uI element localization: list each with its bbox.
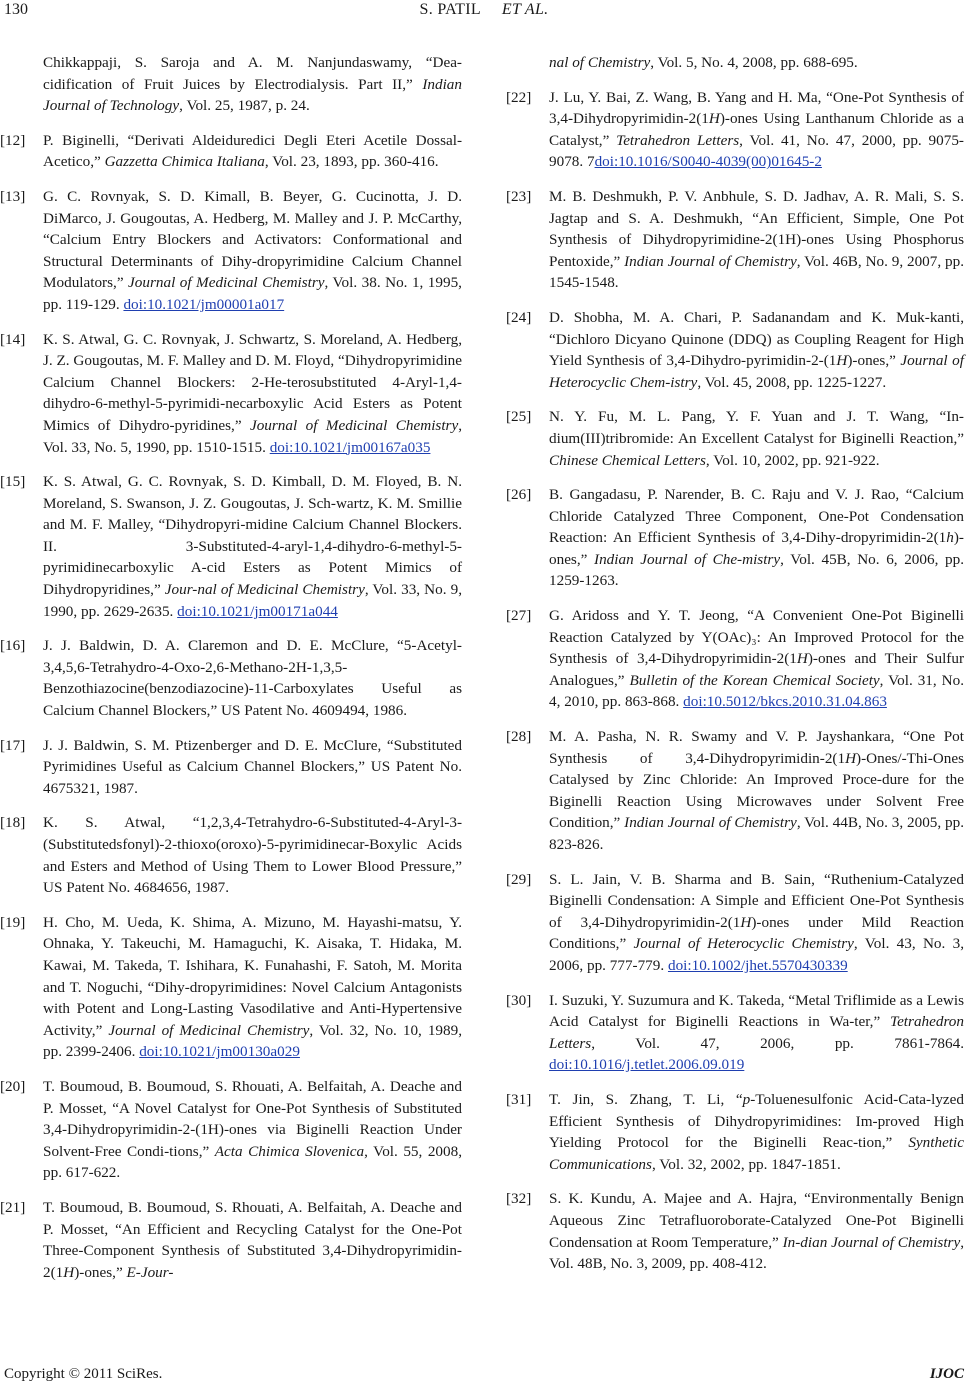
reference-text: )-ones,” <box>847 352 901 370</box>
reference-entry <box>0 1076 462 1184</box>
reference-number: [13] <box>0 187 26 205</box>
reference-text: Chikkappaji, S. Saroja and A. M. Nanjundaswamy, “Dea-cidification of Fruit Juices by Electrodialysis. Part II,” <box>43 54 462 93</box>
reference-entry <box>506 605 964 713</box>
doi-link[interactable]: doi:10.5012/bkcs.2010.31.04.863 <box>683 693 887 711</box>
reference-text: B. Gangadasu, P. Narender, B. C. Raju and V. J. Rao, “Calcium Chloride Catalyzed Three Component, One-Pot Condensation Reaction: An Efficient Synthesis of 3,4-Dihy-dropyrimidin-2(1 <box>549 486 964 547</box>
reference-italic-text: In-dian Journal of Chemistry <box>782 1233 961 1251</box>
footer-copyright: Copyright © 2011 SciRes. <box>4 1366 163 1382</box>
reference-entry <box>506 1089 964 1175</box>
reference-italic-text: nal of Chemistry <box>549 54 651 71</box>
reference-text: , Vol. 33, No. 5, 1990, pp. 1510-1515. <box>43 416 462 456</box>
reference-number: [20] <box>0 1077 26 1095</box>
footer-journal: IJOC <box>929 1366 964 1382</box>
reference-text: , Vol. 32, 2002, pp. 1847-1851. <box>651 1155 841 1173</box>
reference-number: [17] <box>0 736 26 754</box>
reference-number: [30] <box>506 991 532 1009</box>
references-left-column <box>0 52 462 1296</box>
reference-continuation <box>506 52 964 74</box>
reference-entry <box>506 1188 964 1274</box>
reference-text: , Vol. 47, 2006, pp. 7861-7864. <box>591 1034 964 1052</box>
reference-text: )-ones and Their Sulfur Analogues,” <box>549 650 964 689</box>
reference-text: -Toluenesulfonic Acid-Cata-lyzed Efficient Synthesis of Dihydropyrimidines: Im-proved High Yielding Protocol for the Biginelli Reac-tion,” <box>549 1090 964 1152</box>
doi-link[interactable]: doi:10.1002/jhet.5570430339 <box>667 956 848 974</box>
reference-italic-text: Synthetic Communications <box>549 1134 964 1173</box>
reference-entry <box>506 726 964 856</box>
reference-text: , Vol. 45B, No. 6, 2006, pp. 1259-1263. <box>549 550 964 590</box>
reference-text: )-Ones/-Thi-Ones Catalysed by Zinc Chloride: An Improved Proce-dure for the Biginelli Reaction Using Microwaves under Solvent Free Condition,” <box>549 749 964 832</box>
reference-entry <box>506 869 964 977</box>
reference-number: [21] <box>0 1198 26 1216</box>
reference-text: P. Biginelli, “Derivati Aldeiduredici Degli Eteri Acetile Dossal-Acetico,” <box>43 131 462 171</box>
reference-entry <box>506 484 964 592</box>
reference-italic-text: H <box>740 913 752 931</box>
reference-text: , Vol. 55, 2008, pp. 617-622. <box>43 1142 462 1182</box>
reference-text: J. Lu, Y. Bai, Z. Wang, B. Yang and H. Ma, “One-Pot Synthesis of 3,4-Dihydropyrimidin-2(1 <box>549 88 964 128</box>
reference-number: [19] <box>0 913 26 931</box>
reference-number: [22] <box>506 88 532 106</box>
reference-italic-text: Journal of Heterocyclic Chemistry <box>633 935 854 953</box>
reference-number: [15] <box>0 473 26 491</box>
reference-text: , Vol. 31, No. 4, 2010, pp. 863-868. <box>549 671 964 711</box>
reference-entry <box>0 471 462 622</box>
reference-italic-text: h <box>946 529 954 547</box>
reference-text: K. S. Atwal, G. C. Rovnyak, J. Schwartz, S. Moreland, A. Hedberg, J. Z. Gougoutas, M. F. Malley and D. M. Floyd, “Dihydropyrimidine Calcium Channel Blockers: 2-He-terosubstituted 4-Aryl-1,4-dihydro-6-methyl-5-pyrimidi-necarboxylic Acid Esters as Potent Mimics of Dihydro-pyridines,” <box>43 330 462 434</box>
reference-italic-text: Journal of Medicinal Chemistry <box>128 274 325 292</box>
reference-text: , Vol. 33, No. 9, 1990, pp. 2629-2635. <box>43 581 463 620</box>
reference-italic-text: p <box>742 1090 751 1108</box>
reference-text: T. Boumoud, B. Boumoud, S. Rhouati, A. Belfaitah, A. Deache and P. Mosset, “An Efficient and Recycling Catalyst for the One-Pot Three-Component Synthesis of Substituted 3,4-Dihydropyrimidin-2(1 <box>43 1198 462 1281</box>
reference-text: S. L. Jain, V. B. Sharma and B. Sain, “Ruthenium-Catalyzed Biginelli Condensation: A Simple and Efficient One-Pot Synthesis of 3,4-Dihydropyrimidin-2(1 <box>549 870 964 931</box>
reference-text: I. Suzuki, Y. Suzumura and K. Takeda, “Metal Triflimide as a Lewis Acid Catalyst for Biginelli Reactions in Wa-ter,” <box>549 991 964 1031</box>
reference-number: [12] <box>0 131 26 149</box>
reference-entry <box>0 912 462 1063</box>
reference-text: , Vol. 23, 1893, pp. 360-416. <box>264 153 439 171</box>
reference-italic-text: E-Jour- <box>126 1263 174 1281</box>
reference-text: J. J. Baldwin, S. M. Ptizenberger and D. E. McClure, “Substituted Pyrimidines Useful as Calcium Channel Blockers,” US Patent No. 4675321, 1987. <box>43 736 462 797</box>
references-right-column <box>506 52 964 1288</box>
reference-text: , Vol. 45, 2008, pp. 1225-1227. <box>697 373 887 391</box>
reference-italic-text: Indian Journal of Che-mistry <box>594 550 781 568</box>
doi-link[interactable]: doi:10.1021/jm00167a035 <box>269 438 431 456</box>
reference-text: H. Cho, M. Ueda, K. Shima, A. Mizuno, M. Hayashi-matsu, Y. Ohnaka, Y. Takeuchi, M. Hamaguchi, K. Aisaka, T. Hidaka, M. Kawai, M. Takeda, T. Ishihara, K. Funahashi, F. Satoh, M. Morita and T. Noguchi, “Dihy-dropyrimidines: Novel Calcium Antagonists with Potent and Long-Lasting Vasodilative and Anti-Hypertensive Activity,” <box>43 913 462 1039</box>
reference-text: )-ones under Mild Reaction Conditions,” <box>549 913 964 953</box>
reference-italic-text: Tetrahedron Letters <box>549 1013 964 1052</box>
reference-text: J. J. Baldwin, D. A. Claremon and D. E. McClure, “5-Acetyl-3,4,5,6-Tetrahydro-4-Oxo-2,6-Methano-2H-1,3,5-Benzothiazocine(benzodiazocine)-11-Carboxylates Useful as Calcium Channel Blockers,” US Patent No. 4609494, 1986. <box>43 637 462 720</box>
reference-number: [24] <box>506 308 532 326</box>
reference-text: )-ones,” <box>74 1263 127 1281</box>
reference-text: , Vol. 10, 2002, pp. 921-922. <box>705 451 880 469</box>
reference-italic-text: Bulletin of the Korean Chemical Society <box>629 671 880 689</box>
reference-text: , Vol. 25, 1987, p. 24. <box>179 97 310 115</box>
reference-text: K. S. Atwal, “1,2,3,4-Tetrahydro-6-Substituted-4-Aryl-3-(Substitutedsfonyl)-2-thioxo(oroxo)-5-pyrimidinecar-Boxylic Acids and Esters and Method of Using Them to Lower Blood Pressure,” US Patent No. 4684656, 1987. <box>43 814 462 897</box>
reference-italic-text: H <box>708 110 720 128</box>
running-head <box>0 1 968 19</box>
reference-entry <box>0 186 462 316</box>
reference-text: , Vol. 38. No. 1, 1995, pp. 119-129. <box>43 274 462 313</box>
reference-text: , Vol. 43, No. 3, 2006, pp. 777-779. <box>549 935 964 974</box>
reference-continuation <box>0 52 462 117</box>
reference-text: , Vol. 5, No. 4, 2008, pp. 688-695. <box>650 54 858 71</box>
reference-text: M. B. Deshmukh, P. V. Anbhule, S. D. Jadhav, A. R. Mali, S. S. Jagtap and S. A. Deshmukh, “An Efficient, Simple, One Pot Synthesis of Dihydropyrimidine-2(1H)-ones Using Phosphorus Pentoxide,” <box>549 187 964 270</box>
reference-number: [16] <box>0 637 26 655</box>
page-number: 130 <box>4 1 28 18</box>
reference-text: , Vol. 32, No. 10, 1989, pp. 2399-2406. <box>43 1021 463 1061</box>
reference-entry <box>506 990 964 1076</box>
reference-text: D. Shobha, M. A. Chari, P. Sadanandam and K. Muk-kanti, “Dichloro Dicyano Quinone (DDQ) as Coupling Reagent for High Yield Synthesis of 3,4-Dihydro-pyrimidin-2-(1 <box>549 308 964 370</box>
reference-italic-text: Gazzetta Chimica Italiana <box>104 153 265 171</box>
reference-entry <box>0 635 462 721</box>
running-head-etal: ET AL. <box>501 1 549 18</box>
reference-number: [23] <box>506 187 532 205</box>
reference-number: [28] <box>506 728 532 746</box>
reference-italic-text: Chinese Chemical Letters <box>549 451 706 469</box>
reference-text: G. C. Rovnyak, S. D. Kimall, B. Beyer, G. Cucinotta, J. D. DiMarco, J. Gougoutas, A. Hedberg, M. Malley and J. P. McCarthy, “Calcium Entry Blockers and Activators: Conformational and Structural Determinants of Dihy-dropyrimidine Calcium Channel Modulators,” <box>43 187 462 292</box>
reference-number: [32] <box>506 1190 532 1208</box>
reference-entry <box>0 130 462 173</box>
reference-text: T. Jin, S. Zhang, T. Li, “ <box>549 1090 743 1108</box>
running-head-authors: S. PATIL <box>419 1 481 18</box>
reference-number: [31] <box>506 1090 532 1108</box>
reference-italic-text: H <box>836 352 848 370</box>
reference-entry <box>0 329 462 459</box>
doi-link[interactable]: doi:10.1021/jm00130a029 <box>139 1043 300 1061</box>
reference-text: , Vol. 46B, No. 9, 2007, pp. 1545-1548. <box>549 252 964 292</box>
reference-entry <box>506 406 964 471</box>
doi-link[interactable]: doi:10.1021/jm00171a044 <box>177 602 338 620</box>
reference-number: [25] <box>506 408 532 426</box>
reference-entry <box>506 186 964 294</box>
reference-text: K. S. Atwal, G. C. Rovnyak, S. D. Kimball, D. M. Floyed, B. N. Moreland, S. Swanson, J. Z. Gougoutas, J. Sch-wartz, K. M. Smillie and M. F. Malley, “Dihydropyri-midine Calcium Channel Blockers. II. 3-Substituted-4-aryl-1,4-dihydro-6-methyl-5-pyrimidinecarboxylic A-cid Esters as Potent Mimics of Dihydropyridines,” <box>43 473 462 599</box>
reference-italic-text: Tetrahedron Letters <box>616 131 740 149</box>
reference-italic-text: Journal of Heterocyclic Chem-istry <box>549 352 964 391</box>
reference-italic-text: H <box>796 650 808 668</box>
reference-number: [26] <box>506 486 532 504</box>
doi-link[interactable]: doi:10.1021/jm00001a017 <box>123 295 285 313</box>
reference-entry <box>0 1197 462 1283</box>
reference-italic-text: H <box>63 1263 75 1281</box>
reference-entry <box>0 812 462 898</box>
reference-italic-text: Indian Journal of Chemistry <box>624 252 797 270</box>
reference-number: [29] <box>506 870 532 888</box>
reference-text: T. Boumoud, B. Boumoud, S. Rhouati, A. Belfaitah, A. Deache and P. Mosset, “A Novel Catalyst for One-Pot Synthesis of Substituted 3,4-Dihydropyrimidin-2-(1H)-ones via Biginelli Reaction Under Solvent-Free Condi-tions,” <box>43 1077 462 1160</box>
reference-text: )-ones Using Lanthanum Chloride as a Catalyst,” <box>549 110 964 149</box>
reference-entry <box>0 735 462 800</box>
reference-text: , Vol. 44B, No. 3, 2005, pp. 823-826. <box>549 814 964 853</box>
reference-italic-text: Indian Journal of Chemistry <box>624 814 797 832</box>
reference-italic-text: Acta Chimica Slovenica <box>214 1142 365 1160</box>
reference-text: G. Aridoss and Y. T. Jeong, “A Convenient One-Pot Biginelli Reaction Catalyzed by Y(OAc)₃: An Improved Protocol for the Synthesis of 3,4-Dihydropyrimidin-2(1 <box>549 607 964 668</box>
reference-entry <box>506 307 964 393</box>
reference-entry <box>506 87 964 173</box>
reference-number: [27] <box>506 607 532 625</box>
reference-text: N. Y. Fu, M. L. Pang, Y. F. Yuan and J. T. Wang, “In-dium(III)tribromide: An Excellent Catalyst for Biginelli Reaction,” <box>549 408 964 447</box>
reference-italic-text: Journal of Medicinal Chemistry <box>108 1021 310 1039</box>
reference-italic-text: Journal of Medicinal Chemistry <box>249 416 459 434</box>
reference-number: [18] <box>0 814 26 832</box>
reference-text: S. K. Kundu, A. Majee and A. Hajra, “Environmentally Benign Aqueous Zinc Tetrafluoroborate-Catalyzed One-Pot Biginelli Condensation at Room Temperature,” <box>549 1190 964 1251</box>
doi-link[interactable]: doi:10.1016/j.tetlet.2006.09.019 <box>549 1056 745 1074</box>
reference-text: M. A. Pasha, N. R. Swamy and V. P. Jayshankara, “One Pot Synthesis of 3,4-Dihydropyrimidin-2(1 <box>549 728 964 767</box>
reference-italic-text: Jour-nal of Medicinal Chemistry <box>164 581 365 599</box>
doi-link[interactable]: doi:10.1016/S0040-4039(00)01645-2 <box>594 153 822 171</box>
reference-text: )-ones,” <box>549 529 964 568</box>
reference-text: , Vol. 41, No. 47, 2000, pp. 9075-9078. 7 <box>549 131 964 171</box>
reference-italic-text: Indian Journal of Technology <box>43 75 462 115</box>
reference-text: , Vol. 48B, No. 3, 2009, pp. 408-412. <box>549 1233 964 1273</box>
reference-number: [14] <box>0 330 26 348</box>
reference-italic-text: H <box>845 749 857 767</box>
